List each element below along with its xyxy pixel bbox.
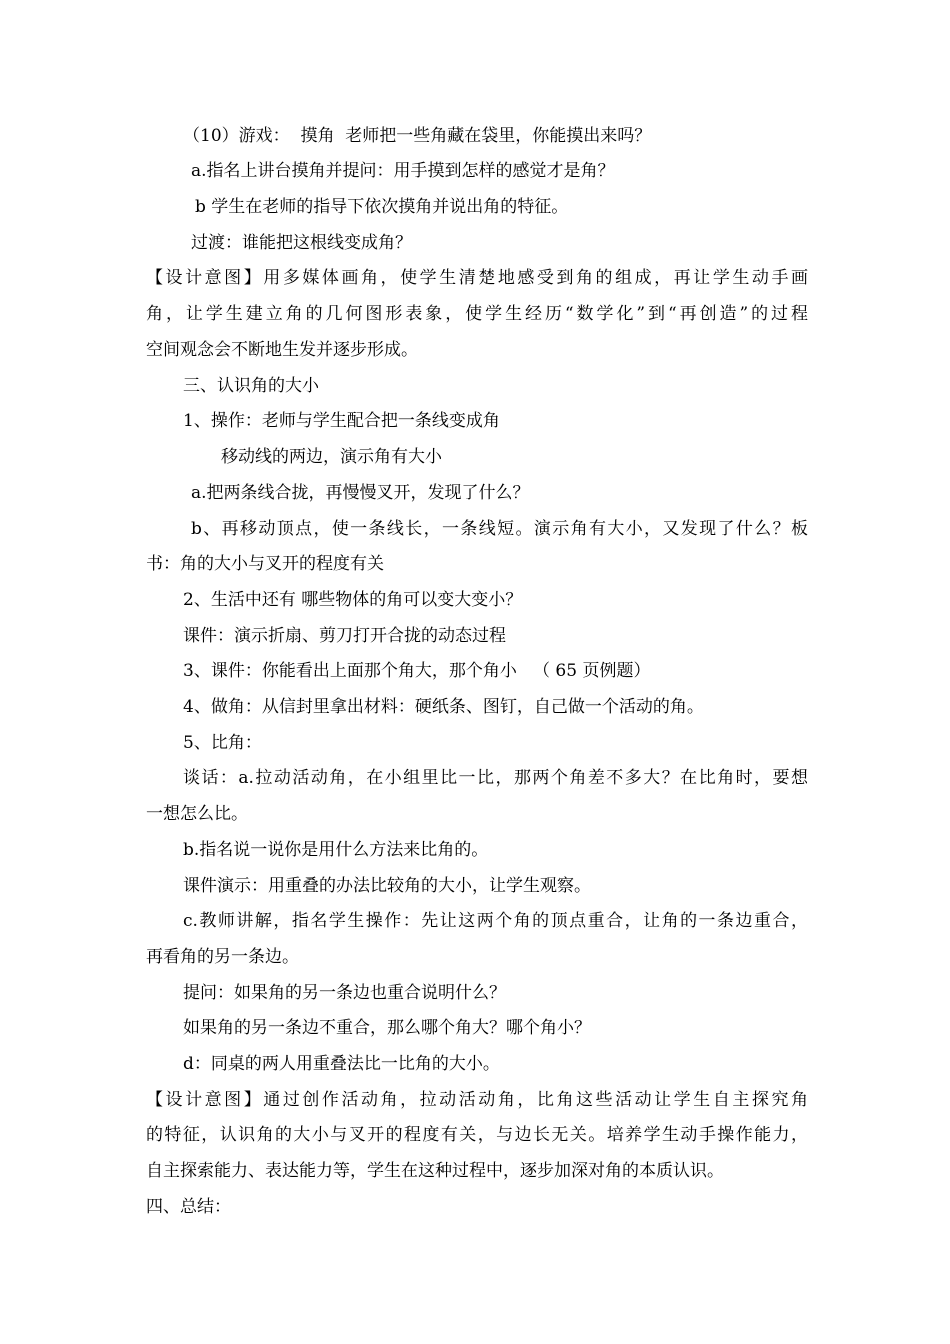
line-talk-c: c.教师讲解，指名学生操作：先让这两个角的顶点重合，让角的一条边重合， [183,911,808,931]
line-step-1-b: b、再移动顶点，使一条线长，一条线短。演示角有大小，又发现了什么？板 [191,519,808,539]
line-transition: 过渡：谁能把这根线变成角？ [191,233,412,253]
section-heading-3: 三、认识角的大小 [183,376,319,396]
line-design-1b: 角，让学生建立角的几何图形表象，使学生经历“数学化”到“再创造”的过程 [146,304,808,324]
line-talk-c-cont: 再看角的另一条边。 [146,947,299,967]
line-step-4: 4、做角：从信封里拿出材料：硬纸条、图钉，自己做一个活动的角。 [183,697,704,717]
line-question-2: 如果角的另一条边不重合，那么哪个角大？哪个角小？ [183,1018,591,1038]
line-talk-a-cont: 一想怎么比。 [146,804,248,824]
line-design-2b: 的特征，认识角的大小与叉开的程度有关，与边长无关。培养学生动手操作能力， [146,1125,808,1145]
line-courseware-demo: 课件演示：用重叠的办法比较角的大小，让学生观察。 [183,876,591,896]
line-design-2a: 【设计意图】通过创作活动角，拉动活动角，比角这些活动让学生自主探究角 [146,1090,808,1110]
line-talk-b: b.指名说一说你是用什么方法来比角的。 [183,840,489,860]
line-step-1-a: a.把两条线合拢，再慢慢叉开，发现了什么？ [191,483,530,503]
line-talk-a: 谈话：a.拉动活动角，在小组里比一比，那两个角差不多大？在比角时，要想 [183,768,808,788]
line-step-5: 5、比角： [183,733,262,753]
line-step-3: 3、课件：你能看出上面那个角大，那个角小 （ 65 页例题） [183,661,651,681]
line-design-1a: 【设计意图】用多媒体画角，使学生清楚地感受到角的组成，再让学生动手画 [146,268,808,288]
line-step-1-sub: 移动线的两边，演示角有大小 [221,447,442,467]
line-b-touch: b 学生在老师的指导下依次摸角并说出角的特征。 [195,197,569,217]
line-design-2c: 自主探索能力、表达能力等，学生在这种过程中，逐步加深对角的本质认识。 [146,1161,724,1181]
line-a-touch: a.指名上讲台摸角并提问：用手摸到怎样的感觉才是角？ [191,161,615,181]
line-step-1: 1、操作：老师与学生配合把一条线变成角 [183,411,500,431]
line-step-1-b-cont: 书：角的大小与叉开的程度有关 [146,554,384,574]
line-talk-d: d：同桌的两人用重叠法比一比角的大小。 [183,1054,500,1074]
section-heading-4: 四、总结： [146,1197,231,1217]
line-courseware-1: 课件：演示折扇、剪刀打开合拢的动态过程 [183,626,506,646]
line-design-1c: 空间观念会不断地生发并逐步形成。 [146,340,418,360]
line-step-2: 2、生活中还有 哪些物体的角可以变大变小？ [183,590,523,610]
line-question-1: 提问：如果角的另一条边也重合说明什么？ [183,983,506,1003]
line-game: （10）游戏： 摸角 老师把一些角藏在袋里，你能摸出来吗？ [183,126,652,146]
